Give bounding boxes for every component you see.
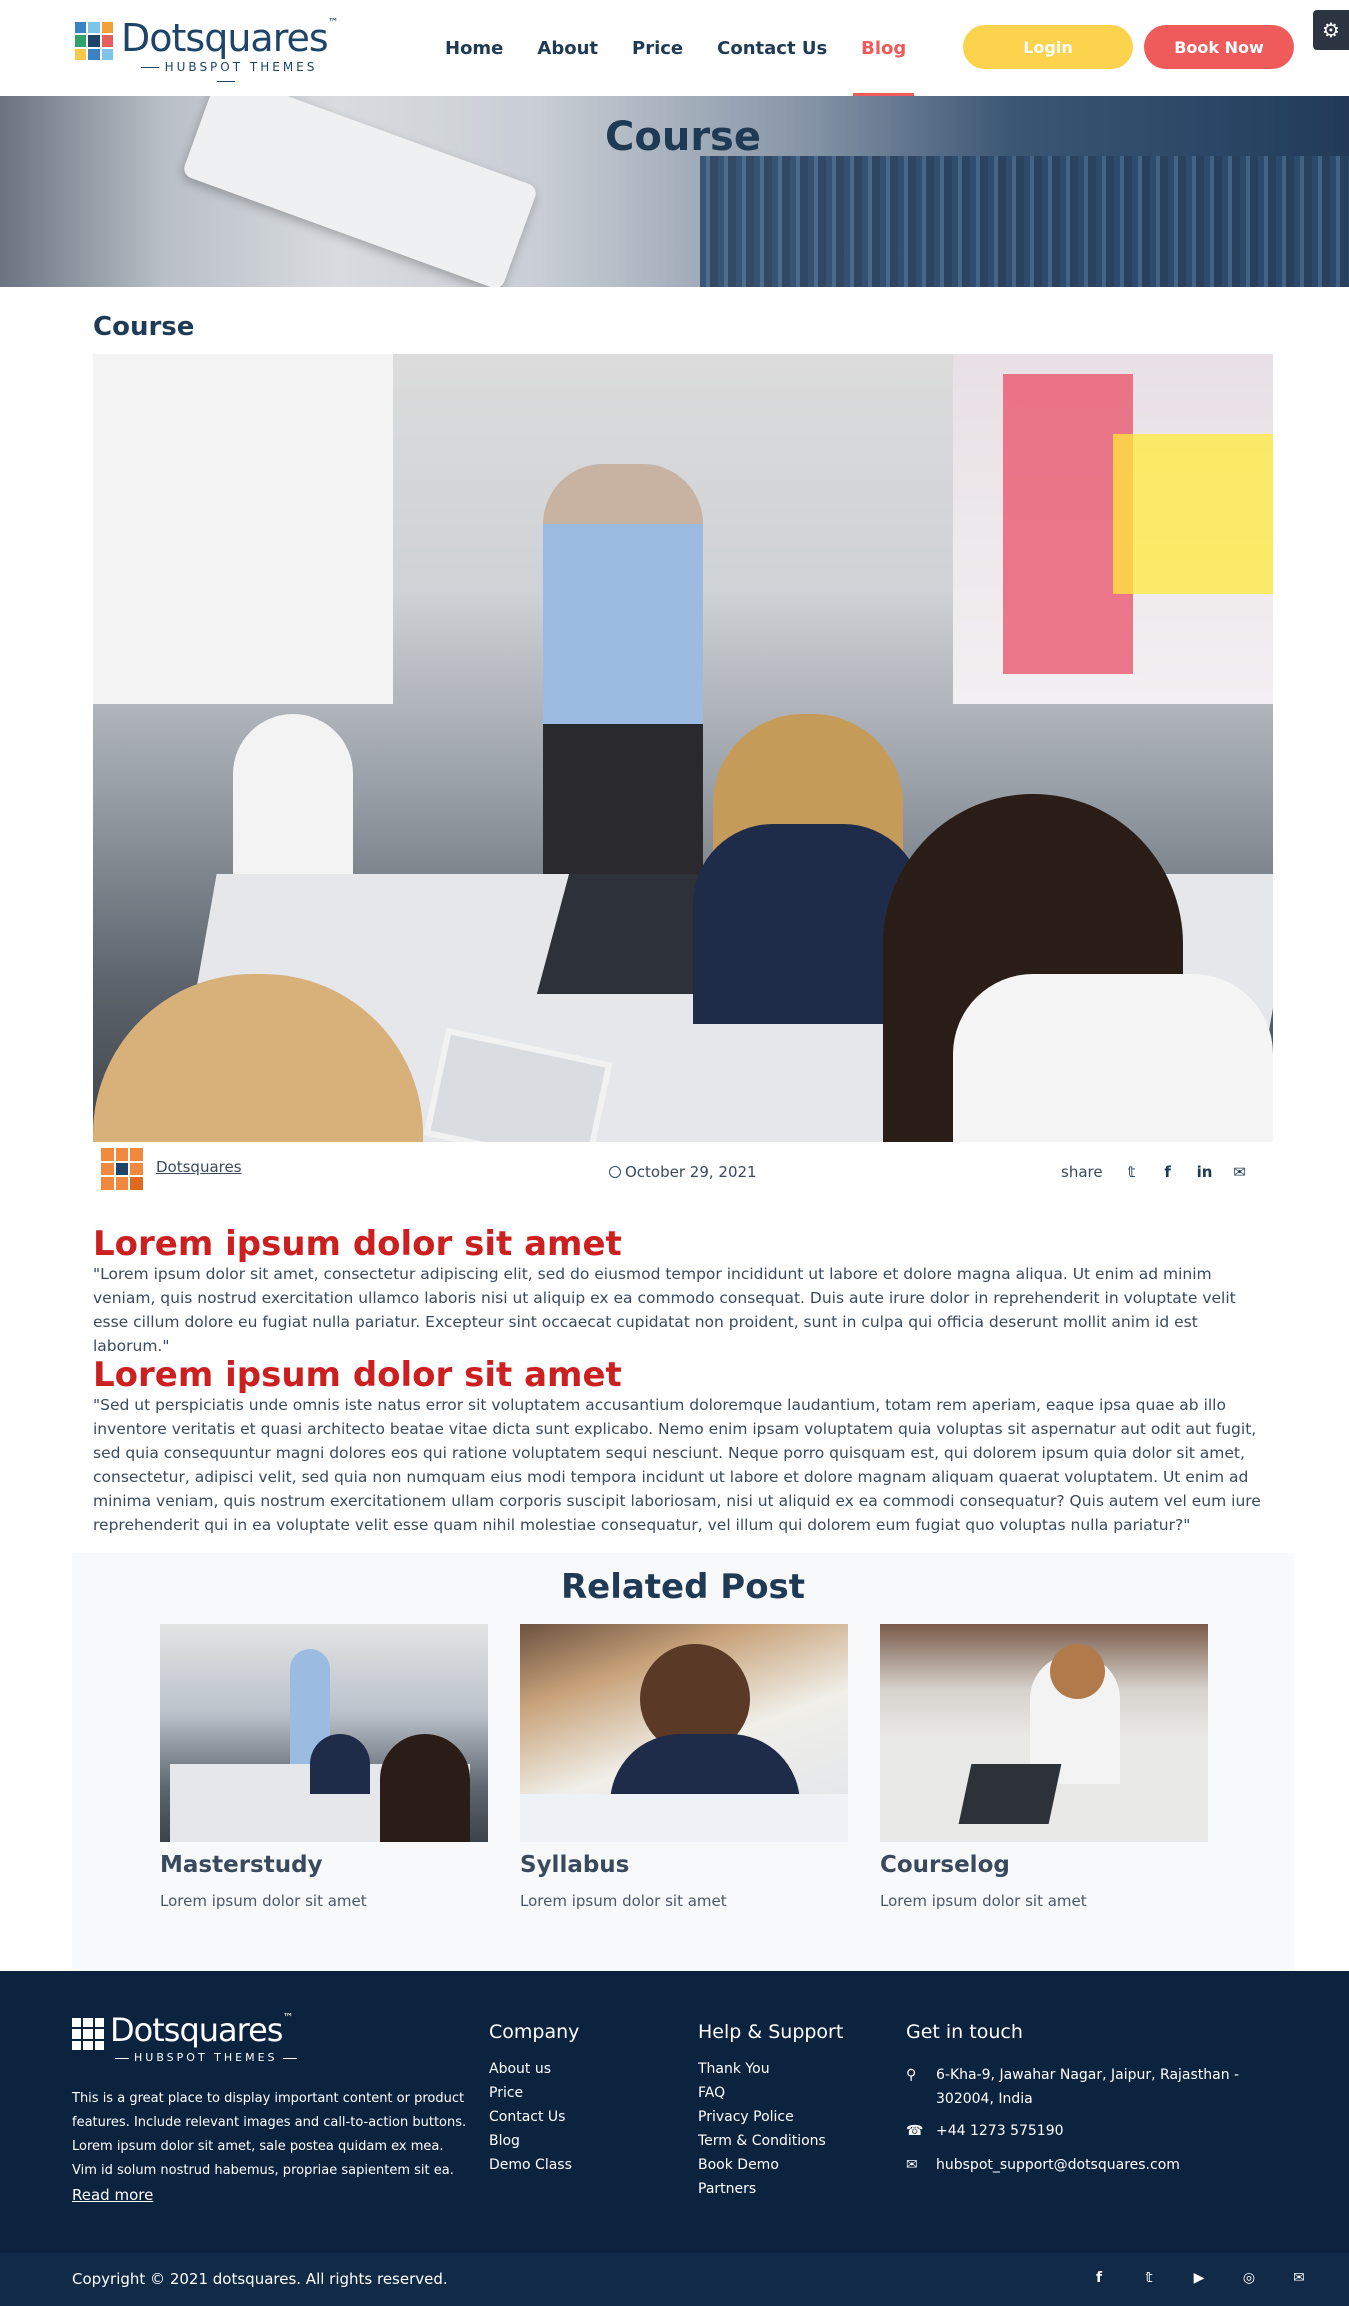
- youtube-icon[interactable]: ▶: [1193, 2270, 1205, 2286]
- footer-help-title: Help & Support: [698, 2021, 844, 2043]
- share-bar: [1061, 1163, 1247, 1181]
- nav-blog[interactable]: Blog: [861, 0, 906, 96]
- related-card-desc: Lorem ipsum dolor sit amet: [880, 1892, 1087, 1910]
- book-now-button[interactable]: Book Now: [1144, 25, 1294, 69]
- footer-link[interactable]: Book Demo: [698, 2157, 779, 2173]
- related-card[interactable]: [520, 1624, 848, 1910]
- nav-contact-us[interactable]: Contact Us: [717, 37, 828, 59]
- linkedin-icon[interactable]: in: [1196, 1163, 1213, 1181]
- related-card-title[interactable]: Courselog: [880, 1852, 1010, 1878]
- login-button[interactable]: Login: [963, 25, 1133, 69]
- article-heading-1: Lorem ipsum dolor sit amet: [93, 1224, 622, 1264]
- footer-logo-wordmark: Dotsquares™: [110, 2011, 293, 2049]
- related-card-title[interactable]: Masterstudy: [160, 1852, 323, 1878]
- related-posts: [72, 1553, 1294, 1971]
- site-footer: [0, 1971, 1349, 2253]
- related-card-desc: Lorem ipsum dolor sit amet: [520, 1892, 727, 1910]
- footer-link[interactable]: Privacy Police: [698, 2109, 794, 2125]
- hubspot-icon[interactable]: ⚙: [1313, 10, 1349, 50]
- footer-link[interactable]: Thank You: [698, 2061, 770, 2077]
- footer-link[interactable]: FAQ: [698, 2085, 726, 2101]
- article-paragraph-2: "Sed ut perspiciatis unde omnis iste natus error sit voluptatem accusantium doloremque laudantium, totam rem aperiam, eaque ipsa quae ab illo inventore veritatis et quasi architecto beatae vitae dicta sunt explicabo. Nemo enim ipsam voluptatem quia voluptas sit aspernatur aut odit aut fugit, sed quia consequuntur magni dolores eos qui ratione voluptatem sequi nesciunt. Neque porro quisquam est, qui dolorem ipsum quia dolor sit amet, consectetur, adipisci velit, sed quia non numquam eius modi tempora incidunt ut labore et dolore magnam aliquam quaerat voluptatem. Ut enim ad minima veniam, quis nostrum exercitationem ullam corporis suscipit laboriosam, nisi ut aliquid ex ea commodi consequatur? Quis autem vel eum iure reprehenderit qui in ea voluptate velit esse quam nihil molestiae consequatur, vel illum qui dolorem eum fugiat quo voluptas nulla pariatur?": [93, 1396, 1261, 1534]
- site-header: [0, 0, 1349, 96]
- twitter-icon[interactable]: 𝕥: [1145, 2270, 1153, 2286]
- footer-company-title: Company: [489, 2021, 580, 2043]
- footer-link[interactable]: Contact Us: [489, 2109, 566, 2125]
- footer-logo[interactable]: [72, 2011, 312, 2065]
- location-pin-icon: ⚲: [906, 2067, 917, 2083]
- bottom-bar: [0, 2253, 1349, 2306]
- email-icon[interactable]: ✉: [1233, 1163, 1246, 1181]
- footer-email[interactable]: ✉ hubspot_support@dotsquares.com: [906, 2153, 1286, 2177]
- footer-link[interactable]: Demo Class: [489, 2157, 572, 2173]
- hero-title: Course: [605, 114, 761, 160]
- related-card-desc: Lorem ipsum dolor sit amet: [160, 1892, 367, 1910]
- site-logo[interactable]: [75, 16, 338, 80]
- post-date: October 29, 2021: [609, 1163, 757, 1181]
- copyright-text: Copyright © 2021 dotsquares. All rights reserved.: [72, 2270, 448, 2288]
- related-card-image[interactable]: [160, 1624, 488, 1842]
- footer-logo-mark-icon: [72, 2018, 104, 2050]
- footer-link[interactable]: Blog: [489, 2133, 520, 2149]
- logo-mark-icon: [75, 22, 113, 60]
- footer-link[interactable]: Term & Conditions: [698, 2133, 826, 2149]
- related-title: Related Post: [560, 1567, 806, 1607]
- nav-price[interactable]: Price: [632, 37, 684, 59]
- twitter-icon[interactable]: 𝕥: [1127, 1163, 1136, 1181]
- hero-banner: [0, 96, 1349, 287]
- related-card-image[interactable]: [880, 1624, 1208, 1842]
- facebook-icon[interactable]: f: [1095, 2270, 1103, 2286]
- footer-contact-title: Get in touch: [906, 2021, 1023, 2043]
- footer-description: This is a great place to display important content or product features. Include relevant images and call-to-action buttons. Lorem ipsum dolor sit amet, sale postea quidam ex mea. Vim id solum nostrud habemus, propriae sapientem sit ea. Read more: [72, 2091, 467, 2204]
- social-links: [1074, 2270, 1324, 2286]
- footer-link[interactable]: Price: [489, 2085, 524, 2101]
- footer-link[interactable]: About us: [489, 2061, 552, 2077]
- author-link[interactable]: Dotsquares: [156, 1158, 242, 1176]
- read-more-link[interactable]: Read more: [72, 2186, 154, 2204]
- footer-phone[interactable]: ☎ +44 1273 575190: [906, 2119, 1286, 2143]
- phone-icon: ☎: [906, 2123, 924, 2139]
- related-card[interactable]: [160, 1624, 488, 1910]
- email-icon[interactable]: ✉: [1293, 2270, 1305, 2286]
- related-card[interactable]: [880, 1624, 1208, 1910]
- instagram-icon[interactable]: ◎: [1242, 2270, 1256, 2286]
- share-label: share: [1061, 1163, 1103, 1181]
- classroom-photo: [93, 354, 1273, 1142]
- facebook-icon[interactable]: f: [1164, 1163, 1171, 1181]
- footer-help-links: [698, 2057, 826, 2201]
- footer-link[interactable]: Partners: [698, 2181, 757, 2197]
- article-heading-2: Lorem ipsum dolor sit amet: [93, 1355, 622, 1395]
- nav-about[interactable]: About: [537, 37, 599, 59]
- main-nav: [445, 0, 940, 96]
- nav-home[interactable]: Home: [445, 37, 504, 59]
- clock-icon: [609, 1166, 621, 1178]
- footer-company-links: [489, 2057, 572, 2177]
- footer-logo-tagline: HUBSPOT THEMES: [110, 2051, 302, 2064]
- author-avatar-icon: [101, 1148, 143, 1190]
- hero-sleeve-decoration: [700, 156, 1349, 287]
- article-paragraph-1: "Lorem ipsum dolor sit amet, consectetur adipiscing elit, sed do eiusmod tempor incididunt ut labore et dolore magna aliqua. Ut enim ad minim veniam, quis nostrud exercitation ullamco laboris nisi ut aliquip ex ea commodo consequat. Duis aute irure dolor in reprehenderit in voluptate velit esse cillum dolore eu fugiat nulla pariatur. Excepteur sint occaecat cupidatat non proident, sunt in culpa qui officia deserunt mollit anim id est laborum.": [93, 1265, 1236, 1355]
- logo-tagline: HUBSPOT THEMES: [121, 60, 331, 88]
- footer-address: ⚲ 6-Kha-9, Jawahar Nagar, Jaipur, Rajasthan - 302004, India: [906, 2063, 1286, 2111]
- logo-wordmark: Dotsquares™: [121, 16, 338, 60]
- post-section-title: Course: [93, 312, 195, 342]
- related-card-title[interactable]: Syllabus: [520, 1852, 630, 1878]
- related-card-image[interactable]: [520, 1624, 848, 1842]
- envelope-icon: ✉: [906, 2157, 918, 2173]
